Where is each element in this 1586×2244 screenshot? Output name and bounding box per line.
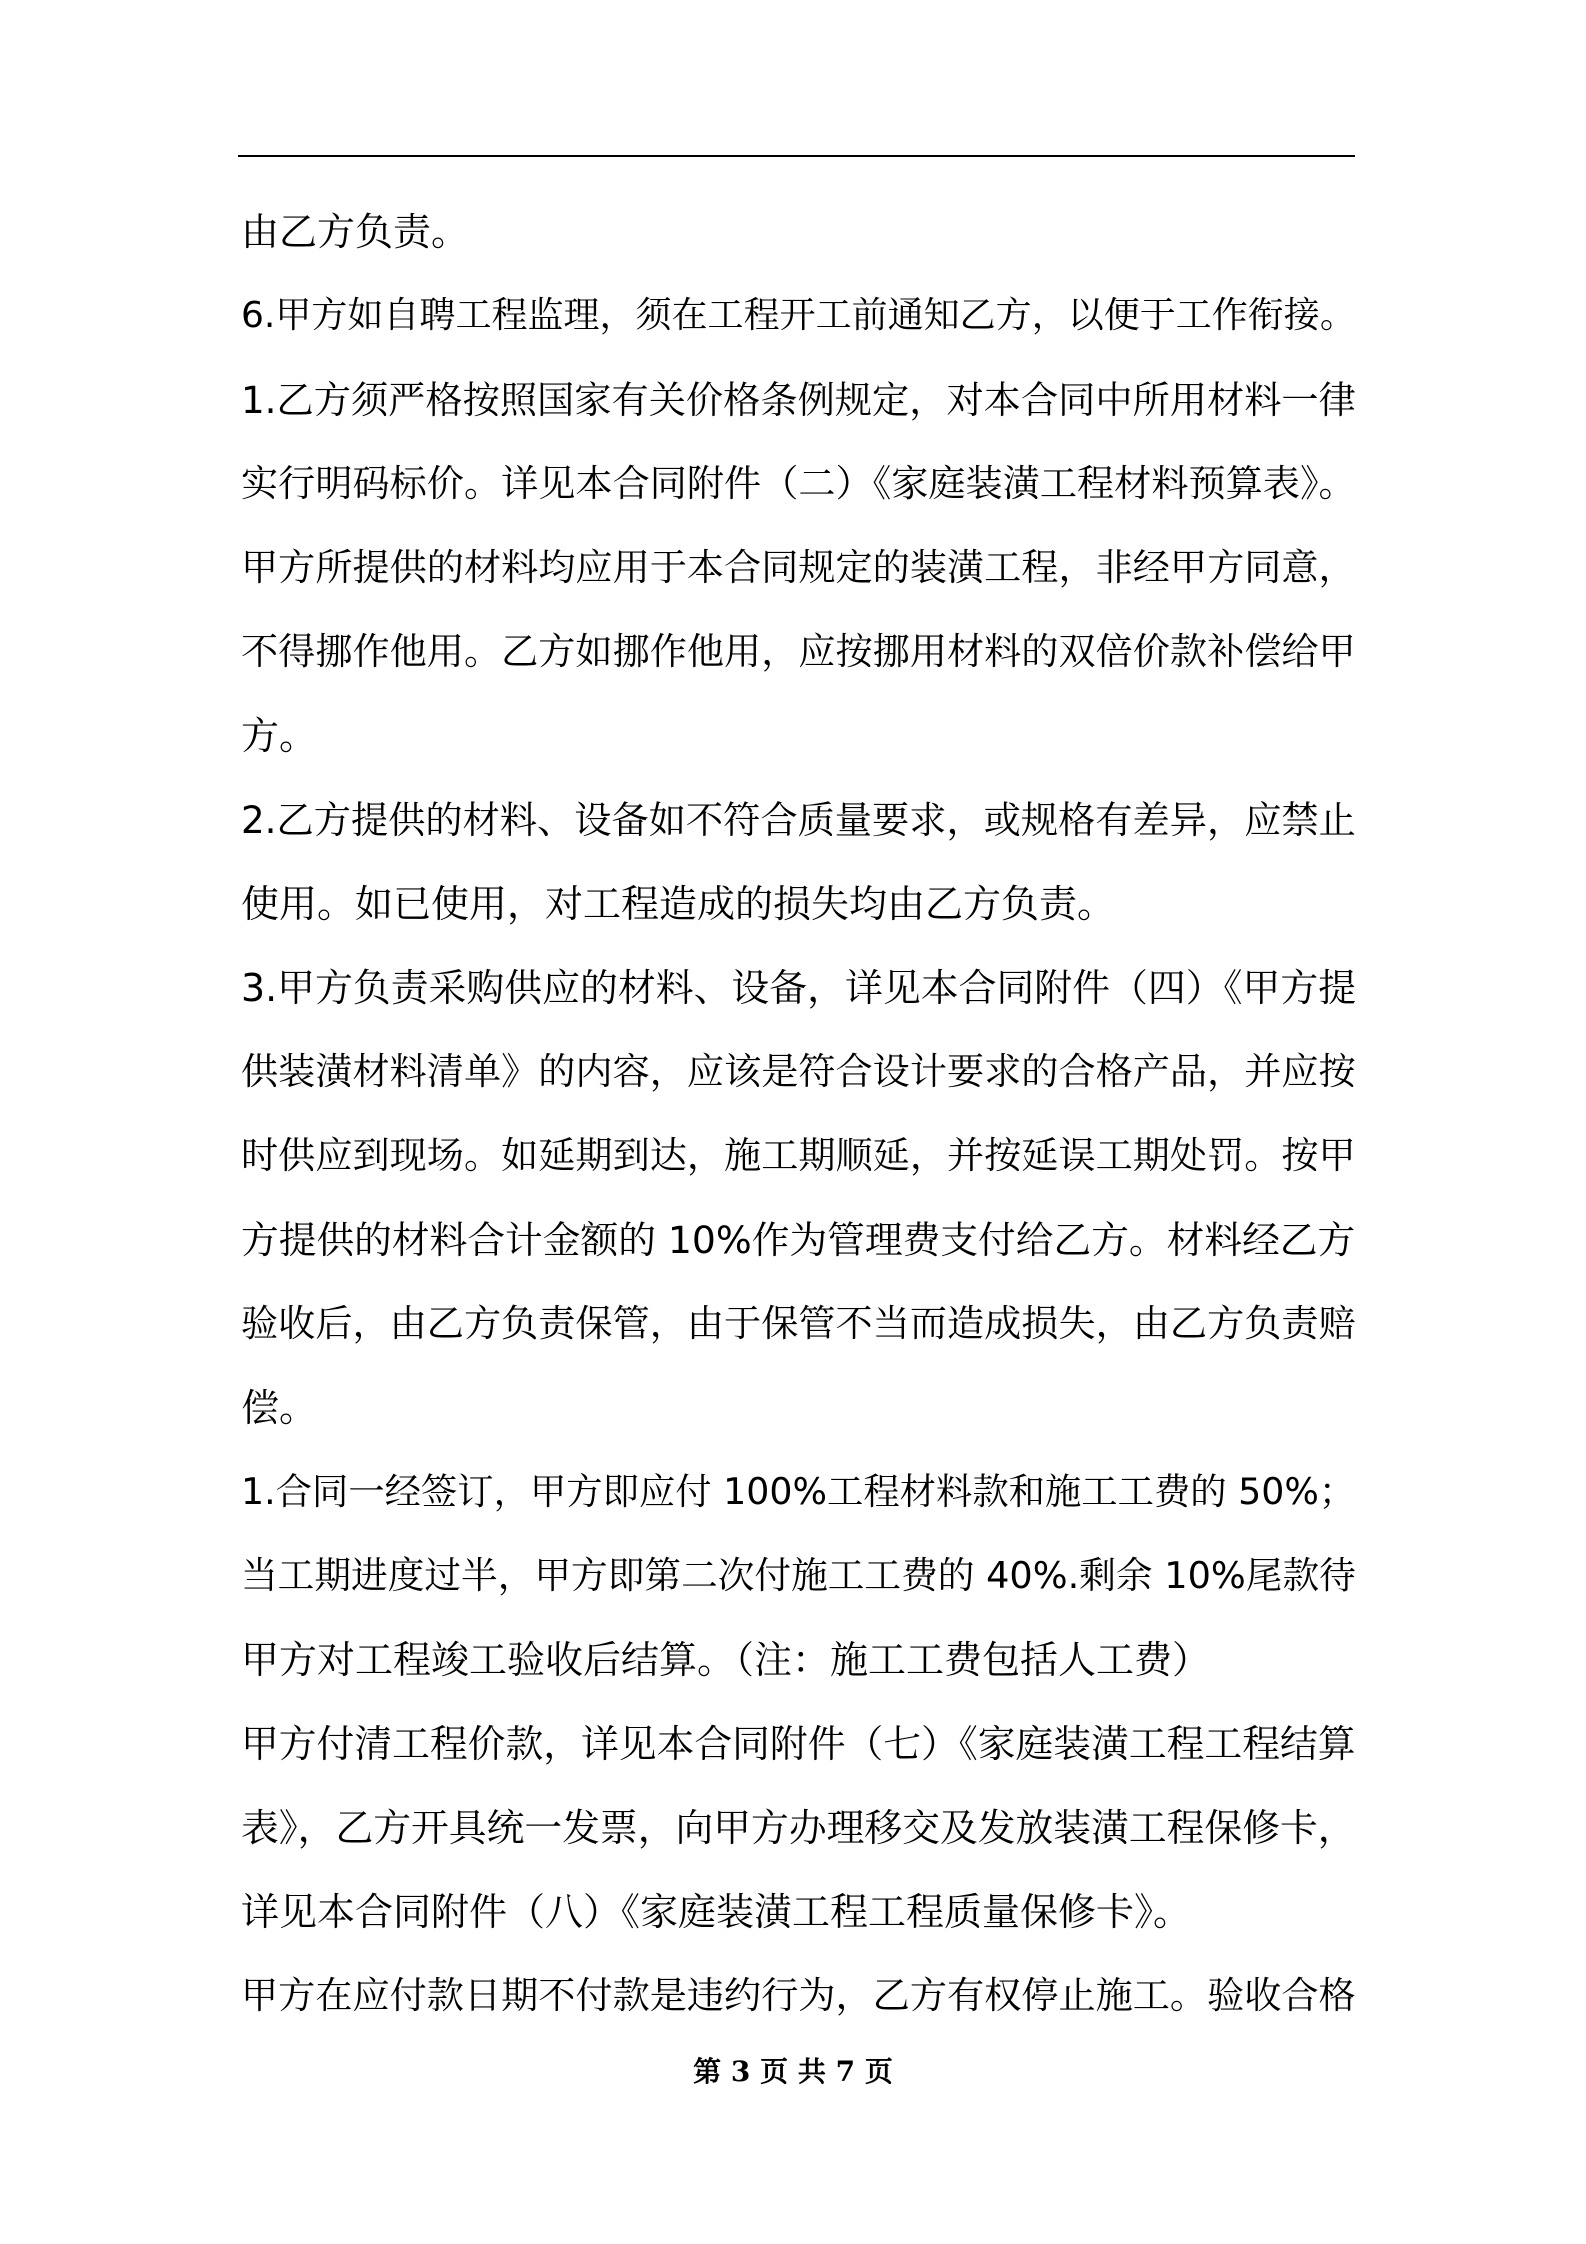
- text-line: 甲方所提供的材料均应用于本合同规定的装潢工程，非经甲方同意，: [241, 546, 1356, 589]
- text-line: 偿。: [241, 1386, 318, 1430]
- text-line: 3.甲方负责采购供应的材料、设备，详见本合同附件（四）《甲方提: [241, 966, 1357, 1010]
- text-line: 实行明码标价。详见本合同附件（二）《家庭装潢工程材料预算表》。: [241, 462, 1356, 505]
- text-line: 方提供的材料合计金额的 10%作为管理费支付给乙方。材料经乙方: [241, 1218, 1356, 1262]
- text-line: 时供应到现场。如延期到达，施工期顺延，并按延误工期处罚。按甲: [241, 1134, 1356, 1177]
- text-line: 不得挪作他用。乙方如挪作他用，应按挪用材料的双倍价款补偿给甲: [241, 630, 1356, 673]
- text-line: 甲方对工程竣工验收后结算。（注：施工工费包括人工费）: [241, 1638, 1211, 1682]
- text-line: 使用。如已使用，对工程造成的损失均由乙方负责。: [241, 882, 1116, 926]
- text-line: 甲方在应付款日期不付款是违约行为，乙方有权停止施工。验收合格: [241, 1974, 1356, 2017]
- text-line: 表》，乙方开具统一发票，向甲方办理移交及发放装潢工程保修卡，: [241, 1806, 1356, 1850]
- text-line: 1.乙方须严格按照国家有关价格条例规定，对本合同中所用材料一律: [241, 378, 1356, 422]
- text-line: 2.乙方提供的材料、设备如不符合质量要求，或规格有差异，应禁止: [241, 798, 1356, 842]
- text-line: 详见本合同附件（八）《家庭装潢工程工程质量保修卡》。: [241, 1890, 1192, 1934]
- body-text: [241, 190, 1356, 2038]
- text-line: 供装潢材料清单》的内容，应该是符合设计要求的合格产品，并应按: [241, 1050, 1356, 1093]
- text-line: 当工期进度过半，甲方即第二次付施工工费的 40%.剩余 10%尾款待: [241, 1554, 1356, 1597]
- text-line: 由乙方负责。: [241, 210, 470, 254]
- text-line: 方。: [241, 714, 318, 758]
- text-line: 验收后，由乙方负责保管，由于保管不当而造成损失，由乙方负责赔: [241, 1302, 1356, 1345]
- page-number: 第 3 页 共 7 页: [693, 2055, 893, 2088]
- header-rule: [238, 155, 1355, 157]
- text-line: 甲方付清工程价款，详见本合同附件（七）《家庭装潢工程工程结算: [241, 1722, 1356, 1766]
- text-line: 6.甲方如自聘工程监理，须在工程开工前通知乙方，以便于工作衔接。: [241, 295, 1356, 336]
- text-line: 1.合同一经签订，甲方即应付 100%工程材料款和施工工费的 50%；: [241, 1470, 1356, 1513]
